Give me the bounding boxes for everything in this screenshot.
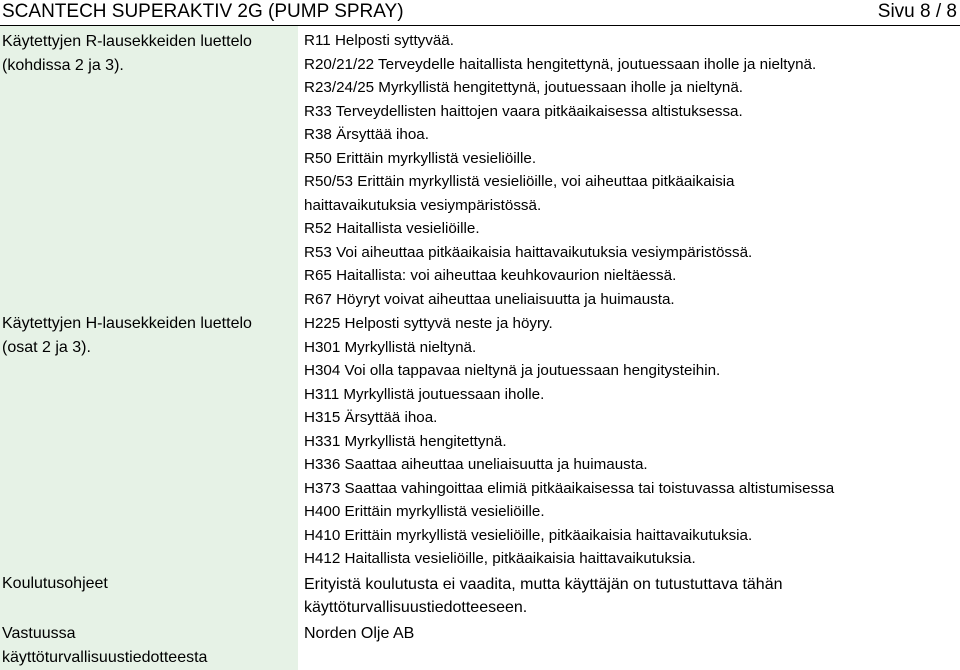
r-phrase-line: R53 Voi aiheuttaa pitkäaikaisia haittavaikutuksia vesiympäristössä. [304, 243, 753, 261]
h-phrase-line: H412 Haitallista vesieliöille, pitkäaikaisia haittavaikutuksia. [304, 550, 696, 567]
training-text [304, 573, 956, 619]
h-phrase-line: H315 Ärsyttää ihoa. [304, 409, 438, 426]
r-phrase-line: R50 Erittäin myrkyllistä vesieliöille. [304, 149, 537, 167]
responsible-label-line1: Vastuussa [2, 625, 76, 642]
h-phrase-line: H400 Erittäin myrkyllistä vesieliöille. [304, 503, 545, 520]
page-header [0, 0, 960, 26]
h-phrase-line: H304 Voi olla tappavaa nieltynä ja joutuessaan hengitysteihin. [304, 362, 721, 379]
h-phrase-line: H373 Saattaa vahingoittaa elimiä pitkäaikaisessa tai toistuvassa altistumisessa [304, 479, 835, 497]
training-label: Koulutusohjeet [2, 575, 108, 592]
h-phrases-label-line2: (osat 2 ja 3). [2, 339, 91, 356]
r-phrases-list [304, 29, 956, 311]
r-phrase-line: R38 Ärsyttää ihoa. [304, 126, 429, 143]
h-phrase-line: H225 Helposti syttyvä neste ja höyry. [304, 315, 553, 332]
h-phrases-label-line1: Käytettyjen H-lausekkeiden luettelo [2, 315, 252, 332]
training-line: käyttöturvallisuustiedotteeseen. [304, 599, 528, 616]
r-phrases-label-line1: Käytettyjen R-lausekkeiden luettelo [2, 33, 252, 50]
h-phrase-line: H311 Myrkyllistä joutuessaan iholle. [304, 385, 545, 403]
r-phrase-line: haittavaikutuksia vesiympäristössä. [304, 196, 542, 214]
responsible-company: Norden Olje AB [304, 625, 415, 642]
h-phrase-line: H331 Myrkyllistä hengitettynä. [304, 432, 507, 450]
label-column [0, 26, 298, 670]
r-phrase-line: R33 Terveydellisten haittojen vaara pitkäaikaisessa altistuksessa. [304, 102, 743, 120]
h-phrase-line: H336 Saattaa aiheuttaa uneliaisuutta ja huimausta. [304, 456, 648, 473]
r-phrase-line: R65 Haitallista: voi aiheuttaa keuhkovaurion nieltäessä. [304, 267, 677, 284]
responsible-label-line2: käyttöturvallisuustiedotteesta [2, 649, 208, 666]
document-title: SCANTECH SUPERAKTIV 2G (PUMP SPRAY) [2, 1, 404, 22]
responsible-value-block [304, 622, 956, 645]
page-number: Sivu 8 / 8 [877, 1, 957, 22]
r-phrase-line: R67 Höyryt voivat aiheuttaa uneliaisuutta ja huimausta. [304, 290, 675, 308]
h-phrase-line: H301 Myrkyllistä nieltynä. [304, 338, 477, 356]
r-phrase-line: R52 Haitallista vesieliöille. [304, 220, 480, 237]
r-phrase-line: R23/24/25 Myrkyllistä hengitettynä, joutuessaan iholle ja nieltynä. [304, 79, 744, 96]
h-phrase-line: H410 Erittäin myrkyllistä vesieliöille, pitkäaikaisia haittavaikutuksia. [304, 526, 753, 544]
r-phrases-label-line2: (kohdissa 2 ja 3). [2, 57, 124, 74]
r-phrase-line: R50/53 Erittäin myrkyllistä vesieliöille, voi aiheuttaa pitkäaikaisia [304, 173, 735, 190]
h-phrases-list [304, 312, 956, 571]
training-line: Erityistä koulutusta ei vaadita, mutta käyttäjän on tutustuttava tähän [304, 576, 783, 593]
r-phrase-line: R11 Helposti syttyvää. [304, 32, 454, 49]
r-phrase-line: R20/21/22 Terveydelle haitallista hengitettynä, joutuessaan iholle ja nieltynä. [304, 55, 817, 73]
